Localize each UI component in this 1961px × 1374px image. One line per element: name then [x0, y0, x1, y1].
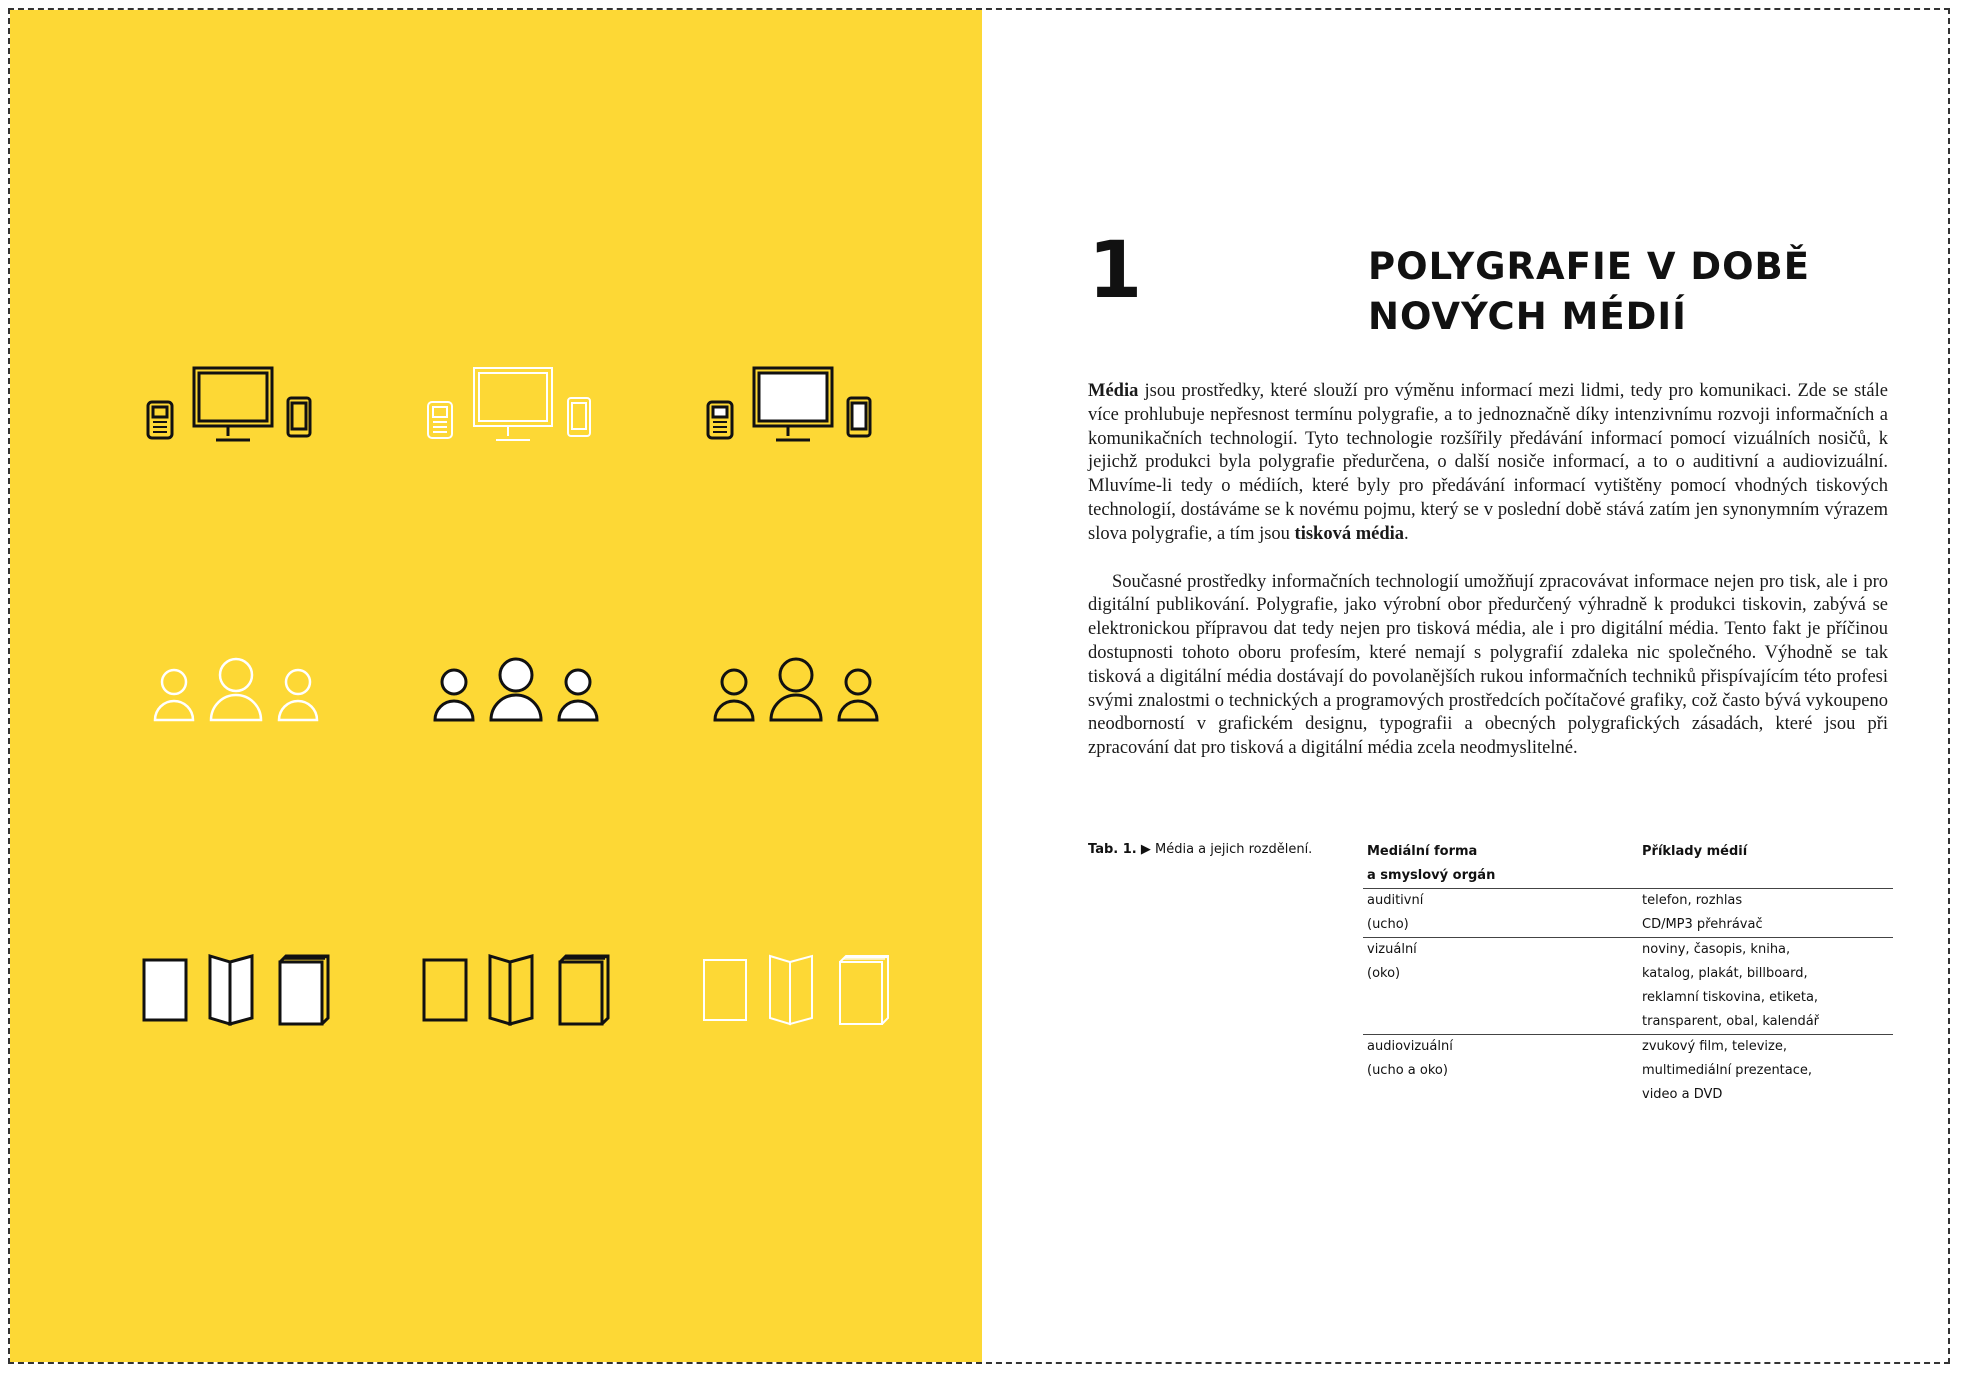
media-table	[1363, 840, 1893, 1107]
header-examples	[1638, 840, 1893, 888]
cell-line: auditivní	[1367, 893, 1424, 908]
people-icon	[408, 640, 648, 750]
cell-line: zvukový film, televize,	[1642, 1039, 1787, 1054]
table-caption	[1088, 840, 1312, 860]
cell-media-form	[1363, 938, 1638, 1034]
paragraph-end: .	[1404, 523, 1409, 544]
cell-line: (ucho)	[1367, 917, 1409, 932]
table-row	[1363, 938, 1893, 1035]
cell-line: vizuální	[1367, 942, 1417, 957]
people-icon	[128, 640, 368, 750]
devices-icon	[128, 350, 368, 460]
cell-line: video a DVD	[1642, 1087, 1723, 1102]
chapter-title	[1368, 242, 1888, 342]
cell-examples	[1638, 938, 1893, 1034]
table-row	[1363, 1035, 1893, 1107]
table-body	[1363, 889, 1893, 1107]
printed-media-icon	[688, 940, 928, 1050]
table-caption-text: Média a jejich rozdělení.	[1155, 842, 1313, 857]
cell-examples	[1638, 889, 1893, 937]
header-text: Příklady médií	[1642, 844, 1748, 859]
cell-line: CD/MP3 přehrávač	[1642, 917, 1763, 932]
devices-icon	[688, 350, 928, 460]
printed-media-icon	[408, 940, 648, 1050]
devices-icon	[408, 350, 648, 460]
cell-line: transparent, obal, kalendář	[1642, 1014, 1820, 1029]
cell-examples	[1638, 1035, 1893, 1107]
table-header	[1363, 840, 1893, 889]
paragraph: Současné prostředky informačních technologií umožňují zpracovávat informace nejen pro tisk, ale i pro digitální publikování. Polygrafie, jako výrobní obor předurčený výhradně k produkci tiskovin, zabývá se elektronickou přípravou dat tedy nejen pro tisková média, ale i pro digitální média. Tento fakt je příčinou dostupnosti tohoto oboru profesím, které nemají s polygrafií zdaleka nic společného. Výhodně se tak tisková a digitální média dostávají do povolanějších rukou informačních techniků přispívajícím této profesi svými znalostmi o technických a programových prostředcích počítačové grafiky, což často bývá vykoupeno neodborností v grafickém designu, typografii a obecných polygrafických zásadách, které jsou při zpracování dat pro tisková a digitální média zcela neodmyslitelné.	[1088, 571, 1888, 759]
cell-line: noviny, časopis, kniha,	[1642, 942, 1791, 957]
table-row	[1363, 889, 1893, 938]
cell-line: (oko)	[1367, 966, 1401, 981]
people-icon	[688, 640, 928, 750]
header-text: Mediální forma	[1367, 844, 1478, 859]
paragraph	[1088, 380, 1888, 547]
header-text: a smyslový orgán	[1367, 868, 1496, 883]
chapter-title-line: NOVÝCH MÉDIÍ	[1368, 295, 1687, 338]
chapter-title-line: POLYGRAFIE V DOBĚ	[1368, 245, 1811, 288]
cell-line: (ucho a oko)	[1367, 1063, 1448, 1078]
body-text	[1088, 380, 1888, 761]
table-caption-number: Tab. 1.	[1088, 842, 1137, 857]
cell-line: katalog, plakát, billboard,	[1642, 966, 1808, 981]
cell-media-form	[1363, 889, 1638, 937]
cell-media-form	[1363, 1035, 1638, 1107]
illustration-page	[10, 10, 982, 1362]
header-media-form	[1363, 840, 1638, 888]
caption-arrow-icon: ▶	[1140, 842, 1151, 857]
cell-line: multimediální prezentace,	[1642, 1063, 1813, 1078]
book-spread	[8, 8, 1950, 1364]
chapter-number: 1	[1088, 226, 1143, 316]
cell-line: telefon, rozhlas	[1642, 893, 1743, 908]
term-print-media: tisková média	[1294, 523, 1405, 544]
printed-media-icon	[128, 940, 368, 1050]
term-media: Média	[1088, 381, 1139, 401]
paragraph-text: jsou prostředky, které slouží pro výměnu informací mezi lidmi, tedy pro komunikaci. Zde se stále více prohlubuje nepřesnost termínu polygrafie, a to jednoznačně díky intenzivnímu rozvoji informačních a komunikačních technologií. Tyto technologie rozšířily předávání informací pomocí vizuálních nosičů, k jejichž produkci byla polygrafie předurčena, o další nosiče informací, a to o auditivní a audiovizuální. Mluvíme-li tedy o médiích, které byly pro předávání informací vytištěny pomocí vhodných tiskových technologií, dostáváme se k novému pojmu, který se v poslední době stává zatím jen synonymním výrazem slova polygrafie, a tím jsou	[1088, 381, 1888, 544]
cell-line: reklamní tiskovina, etiketa,	[1642, 990, 1819, 1005]
cell-line: audiovizuální	[1367, 1039, 1453, 1054]
